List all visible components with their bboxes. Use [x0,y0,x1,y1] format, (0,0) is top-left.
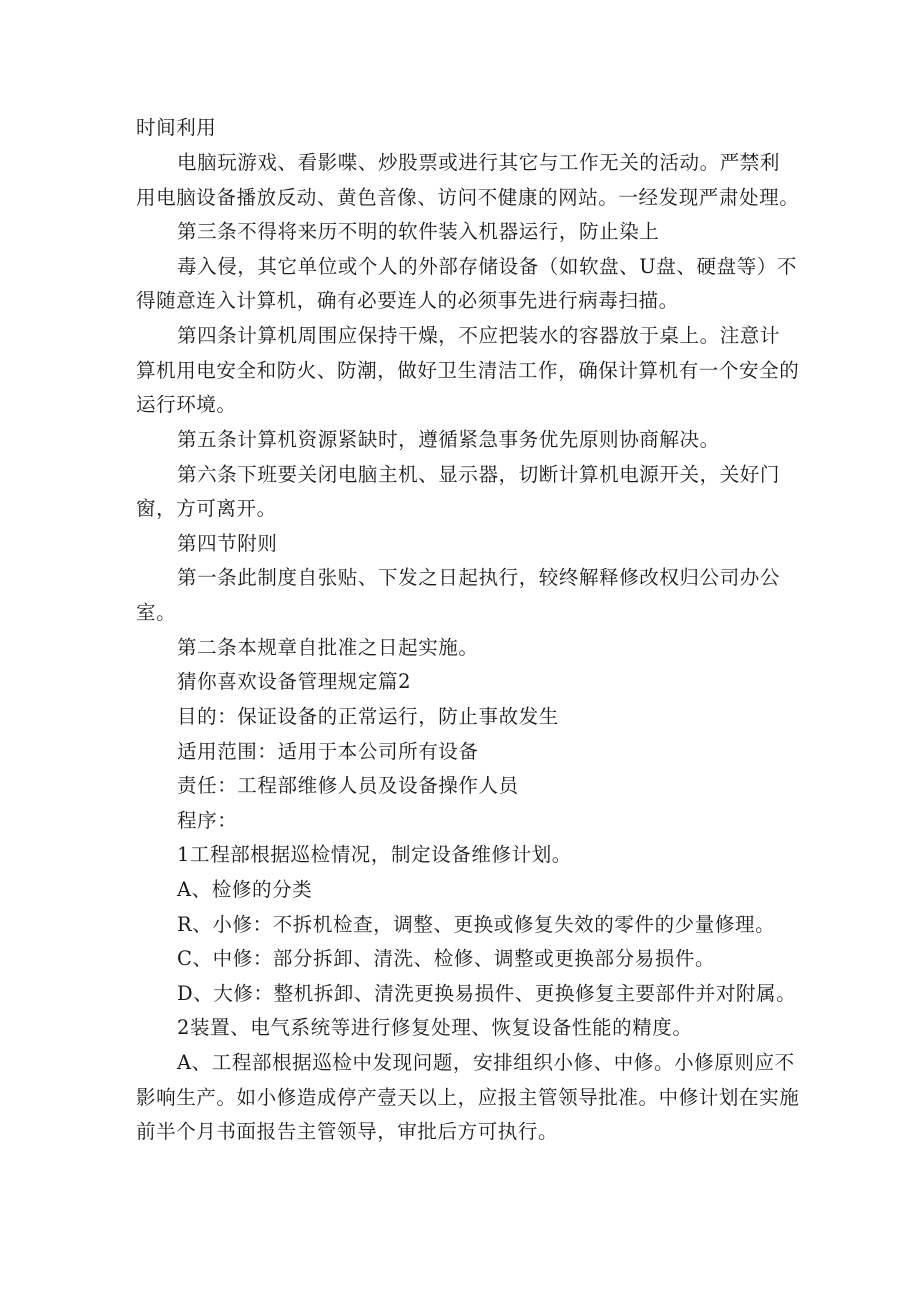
text-line: 第三条不得将来历不明的软件装入机器运行，防止染上 [177,220,660,243]
text-line: 时间利用 [136,116,217,139]
text-line: 第六条下班要关闭电脑主机、显示器，切断计算机电源开关，关好门 [177,463,781,486]
text-line: 用电脑设备播放反动、黄色音像、访问不健康的网站。一经发现严肃处理。 [136,186,800,209]
text-line: 责任：工程部维修人员及设备操作人员 [177,774,519,797]
text-line: 1工程部根据巡检情况，制定设备维修计划。 [177,843,572,866]
text-line: A、检修的分类 [177,878,313,901]
text-line: A、工程部根据巡检中发现问题，安排组织小修、中修。小修原则应不 [177,1051,795,1074]
text-line: 前半个月书面报告主管领导，审批后方可执行。 [136,1120,559,1143]
text-line: 目的：保证设备的正常运行，防止事故发生 [177,705,559,728]
text-line: 电脑玩游戏、看影喋、炒股票或进行其它与工作无关的活动。严禁利 [177,151,781,174]
text-line: D、大修：整机拆卸、清洗更换易损件、更换修复主要部件并对附属。 [177,982,797,1005]
text-line: 第五条计算机资源紧缺时，遵循紧急事务优先原则协商解决。 [177,428,720,451]
text-line: 程序： [177,809,238,832]
text-line: 影响生产。如小修造成停产壹天以上，应报主管领导批准。中修计划在实施 [136,1086,800,1109]
section-heading: 猜你喜欢设备管理规定篇2 [177,670,412,693]
section-heading: 第四节附则 [177,532,278,555]
text-line: 室。 [136,601,177,624]
text-line: 窗，方可离开。 [136,497,277,520]
text-line: 得随意连入计算机，确有必要连人的必须事先进行病毒扫描。 [136,289,679,312]
text-line: 2装置、电气系统等进行修复处理、恢复设备性能的精度。 [177,1016,693,1039]
text-line: 适用范围：适用于本公司所有设备 [177,740,479,763]
text-line: 第二条本规章自批准之日起实施。 [177,636,479,659]
text-line: 运行环境。 [136,393,237,416]
text-line: R、小修：不拆机检查，调整、更换或修复失效的零件的少量修理。 [177,913,776,936]
text-line: C、中修：部分拆卸、清洗、检修、调整或更换部分易损件。 [177,947,716,970]
text-line: 第四条计算机周围应保持干燥，不应把装水的容器放于桌上。注意计 [177,324,781,347]
text-line: 第一条此制度自张贴、下发之日起执行，较终解释修改权归公司办公 [177,566,781,589]
text-line: 毒入侵，其它单位或个人的外部存储设备（如软盘、U盘、硬盘等）不 [177,255,798,278]
text-line: 算机用电安全和防火、防潮，做好卫生清洁工作，确保计算机有一个安全的 [136,359,800,382]
